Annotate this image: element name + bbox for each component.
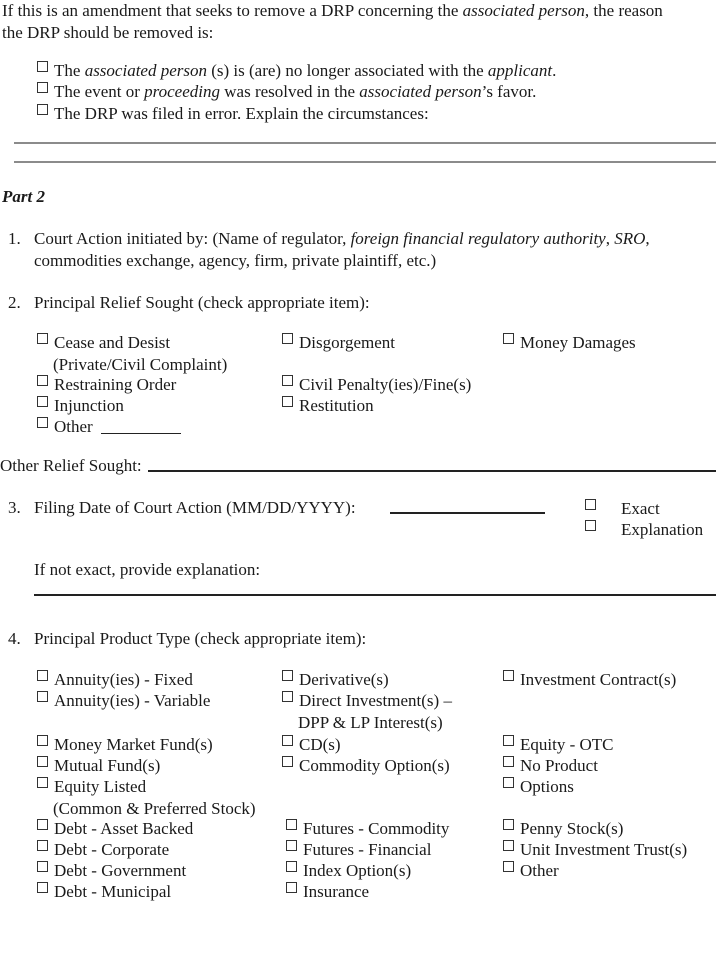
label-product-g2-col1-2-cont: (Common & Preferred Stock) xyxy=(53,799,256,818)
part-heading: Part 2 xyxy=(2,187,45,206)
checkbox-product-g3-col1-2[interactable] xyxy=(37,861,48,872)
relief-col1-option[interactable] xyxy=(37,396,124,416)
product-g2-col3-option[interactable] xyxy=(503,777,574,797)
removal-reason-option[interactable] xyxy=(37,82,536,102)
checkbox-product-g3-col2-2[interactable] xyxy=(286,861,297,872)
label-product-g1-col2-0: Derivative(s) xyxy=(299,670,389,689)
label-product-g3-col1-3: Debt - Municipal xyxy=(54,882,172,901)
item3-title: Filing Date of Court Action (MM/DD/YYYY): xyxy=(34,498,356,517)
product-g3-col1-option[interactable] xyxy=(37,861,186,881)
checkbox-product-g2-col2-0[interactable] xyxy=(282,735,293,746)
removal-reason-option[interactable] xyxy=(37,104,429,124)
label-product-g2-col3-0: Equity - OTC xyxy=(520,735,614,754)
label-product-g3-col3-0: Penny Stock(s) xyxy=(520,819,624,838)
product-g2-col2-option[interactable] xyxy=(282,756,450,776)
label-product-g1-col2-1-cont: DPP & LP Interest(s) xyxy=(298,713,443,732)
product-g1-col3-option[interactable] xyxy=(503,670,676,690)
checkbox-product-g3-col2-0[interactable] xyxy=(286,819,297,830)
label-product-g1-col1-1: Annuity(ies) - Variable xyxy=(54,691,211,710)
checkbox-product-g3-col2-3[interactable] xyxy=(286,882,297,893)
label-product-g2-col1-2: Equity Listed xyxy=(54,777,147,796)
item2-number: 2. xyxy=(8,293,21,312)
checkbox-exact[interactable] xyxy=(585,499,596,510)
product-g1-col2-option[interactable] xyxy=(282,691,452,711)
checkbox-product-g1-col2-0[interactable] xyxy=(282,670,293,681)
product-g3-col2-option[interactable] xyxy=(286,861,411,881)
label-explanation: Explanation xyxy=(621,520,704,539)
checkbox-relief-col2-1[interactable] xyxy=(282,375,293,386)
checkbox-relief-col1-3[interactable] xyxy=(37,417,48,428)
relief-col2-option[interactable] xyxy=(282,396,374,416)
label-relief-col3-0: Money Damages xyxy=(520,333,636,352)
product-g3-col3-option[interactable] xyxy=(503,819,623,839)
checkbox-product-g2-col3-1[interactable] xyxy=(503,756,514,767)
product-g1-col1-option[interactable] xyxy=(37,670,193,690)
label-product-g2-col2-1: Commodity Option(s) xyxy=(299,756,450,775)
checkbox-product-g1-col1-1[interactable] xyxy=(37,691,48,702)
label-product-g3-col2-3: Insurance xyxy=(303,882,370,901)
label-relief-col1-3: Other xyxy=(54,417,181,437)
filing-date-input-rule[interactable] xyxy=(390,512,545,514)
label-relief-col2-0: Disgorgement xyxy=(299,333,396,352)
label-product-g2-col1-1: Mutual Fund(s) xyxy=(54,756,161,775)
label-relief-col2-1: Civil Penalty(ies)/Fine(s) xyxy=(299,375,472,394)
label-product-g2-col1-0: Money Market Fund(s) xyxy=(54,735,213,754)
label-product-g3-col2-1: Futures - Financial xyxy=(303,840,432,859)
product-g3-col2-option[interactable] xyxy=(286,882,369,902)
checkbox-removal-reason-1[interactable] xyxy=(37,82,48,93)
product-g2-col1-option[interactable] xyxy=(37,735,213,755)
product-g2-col3-option[interactable] xyxy=(503,735,614,755)
other-relief-write-in[interactable] xyxy=(101,419,181,434)
checkbox-product-g1-col3-0[interactable] xyxy=(503,670,514,681)
checkbox-product-g2-col1-2[interactable] xyxy=(37,777,48,788)
checkbox-relief-col2-0[interactable] xyxy=(282,333,293,344)
label-product-g1-col1-0: Annuity(ies) - Fixed xyxy=(54,670,193,689)
product-g3-col1-option[interactable] xyxy=(37,840,169,860)
checkbox-product-g3-col3-2[interactable] xyxy=(503,861,514,872)
removal-reason-option[interactable] xyxy=(37,61,556,81)
item4-number: 4. xyxy=(8,629,21,648)
not-exact-input-rule[interactable] xyxy=(34,594,716,596)
label-relief-col1-2: Injunction xyxy=(54,396,124,415)
product-g3-col1-option[interactable] xyxy=(37,882,171,902)
not-exact-prompt: If not exact, provide explanation: xyxy=(34,560,261,579)
label-product-g3-col2-2: Index Option(s) xyxy=(303,861,412,880)
product-g3-col3-option[interactable] xyxy=(503,840,687,860)
relief-col2-option[interactable] xyxy=(282,333,395,353)
checkbox-product-g1-col2-1[interactable] xyxy=(282,691,293,702)
label-product-g3-col3-1: Unit Investment Trust(s) xyxy=(520,840,688,859)
checkbox-product-g3-col3-0[interactable] xyxy=(503,819,514,830)
checkbox-product-g3-col2-1[interactable] xyxy=(286,840,297,851)
relief-col2-option[interactable] xyxy=(282,375,471,395)
checkbox-removal-reason-2[interactable] xyxy=(37,104,48,115)
relief-col3-option[interactable] xyxy=(503,333,636,353)
checkbox-explanation[interactable] xyxy=(585,520,596,531)
checkbox-product-g2-col3-2[interactable] xyxy=(503,777,514,788)
product-g1-col1-option[interactable] xyxy=(37,691,210,711)
product-g2-col1-option[interactable] xyxy=(37,756,160,776)
intro-line1: If this is an amendment that seeks to remove a DRP concerning the associated person, the reason xyxy=(2,1,663,20)
label-relief-col1-0: Cease and Desist xyxy=(54,333,171,352)
checkbox-product-g2-col1-0[interactable] xyxy=(37,735,48,746)
intro-paragraph xyxy=(2,0,718,44)
label-product-g3-col1-1: Debt - Corporate xyxy=(54,840,170,859)
item2-title: Principal Relief Sought (check appropriate item): xyxy=(34,293,370,312)
checkbox-product-g3-col1-3[interactable] xyxy=(37,882,48,893)
checkbox-product-g3-col1-0[interactable] xyxy=(37,819,48,830)
checkbox-product-g2-col3-0[interactable] xyxy=(503,735,514,746)
item1-text: Court Action initiated by: (Name of regulator, foreign financial regulatory authority, SRO, commodities exchange, agency, firm, private plaintiff, etc.) xyxy=(34,229,650,270)
explain-rule-2 xyxy=(14,161,716,163)
label-relief-col1-0-cont: (Private/Civil Complaint) xyxy=(53,355,228,374)
relief-col1-option[interactable] xyxy=(37,417,181,437)
checkbox-removal-reason-0[interactable] xyxy=(37,61,48,72)
item4-title: Principal Product Type (check appropriate item): xyxy=(34,629,367,648)
checkbox-relief-col1-2[interactable] xyxy=(37,396,48,407)
product-g1-col2-option[interactable] xyxy=(282,670,389,690)
item3-number: 3. xyxy=(8,498,21,517)
label-product-g3-col3-2: Other xyxy=(520,861,559,880)
checkbox-relief-col3-0[interactable] xyxy=(503,333,514,344)
label-product-g3-col2-0: Futures - Commodity xyxy=(303,819,450,838)
label-exact: Exact xyxy=(621,499,660,518)
label-removal-reason-0: The associated person (s) is (are) no longer associated with the applicant. xyxy=(54,61,557,80)
product-g3-col1-option[interactable] xyxy=(37,819,193,839)
relief-col1-option[interactable] xyxy=(37,333,170,353)
label-product-g1-col3-0: Investment Contract(s) xyxy=(520,670,677,689)
label-product-g2-col2-0: CD(s) xyxy=(299,735,341,754)
product-g3-col2-option[interactable] xyxy=(286,819,449,839)
label-product-g3-col1-0: Debt - Asset Backed xyxy=(54,819,194,838)
checkbox-product-g2-col2-1[interactable] xyxy=(282,756,293,767)
other-relief-label: Other Relief Sought: xyxy=(0,456,142,475)
label-removal-reason-1: The event or proceeding was resolved in the associated person’s favor. xyxy=(54,82,537,101)
label-product-g3-col1-2: Debt - Government xyxy=(54,861,187,880)
checkbox-product-g3-col3-1[interactable] xyxy=(503,840,514,851)
product-g3-col2-option[interactable] xyxy=(286,840,431,860)
checkbox-product-g2-col1-1[interactable] xyxy=(37,756,48,767)
checkbox-relief-col1-1[interactable] xyxy=(37,375,48,386)
product-g3-col3-option[interactable] xyxy=(503,861,559,881)
other-relief-input-rule[interactable] xyxy=(148,470,716,472)
filing-date-explanation-option[interactable] xyxy=(585,520,703,540)
label-product-g2-col3-2: Options xyxy=(520,777,574,796)
label-relief-col1-1: Restraining Order xyxy=(54,375,177,394)
product-g2-col3-option[interactable] xyxy=(503,756,598,776)
relief-col1-option[interactable] xyxy=(37,375,176,395)
checkbox-product-g1-col1-0[interactable] xyxy=(37,670,48,681)
filing-date-exact-option[interactable] xyxy=(585,499,660,519)
checkbox-product-g3-col1-1[interactable] xyxy=(37,840,48,851)
product-g2-col1-option[interactable] xyxy=(37,777,146,797)
product-g2-col2-option[interactable] xyxy=(282,735,341,755)
item1-number: 1. xyxy=(8,229,21,248)
label-product-g1-col2-1: Direct Investment(s) – xyxy=(299,691,452,710)
explain-rule-1 xyxy=(14,142,716,144)
intro-line2: the DRP should be removed is: xyxy=(2,22,214,42)
label-relief-col2-2: Restitution xyxy=(299,396,374,415)
checkbox-relief-col1-0[interactable] xyxy=(37,333,48,344)
label-product-g2-col3-1: No Product xyxy=(520,756,598,775)
label-removal-reason-2: The DRP was filed in error. Explain the circumstances: xyxy=(54,104,429,123)
checkbox-relief-col2-2[interactable] xyxy=(282,396,293,407)
